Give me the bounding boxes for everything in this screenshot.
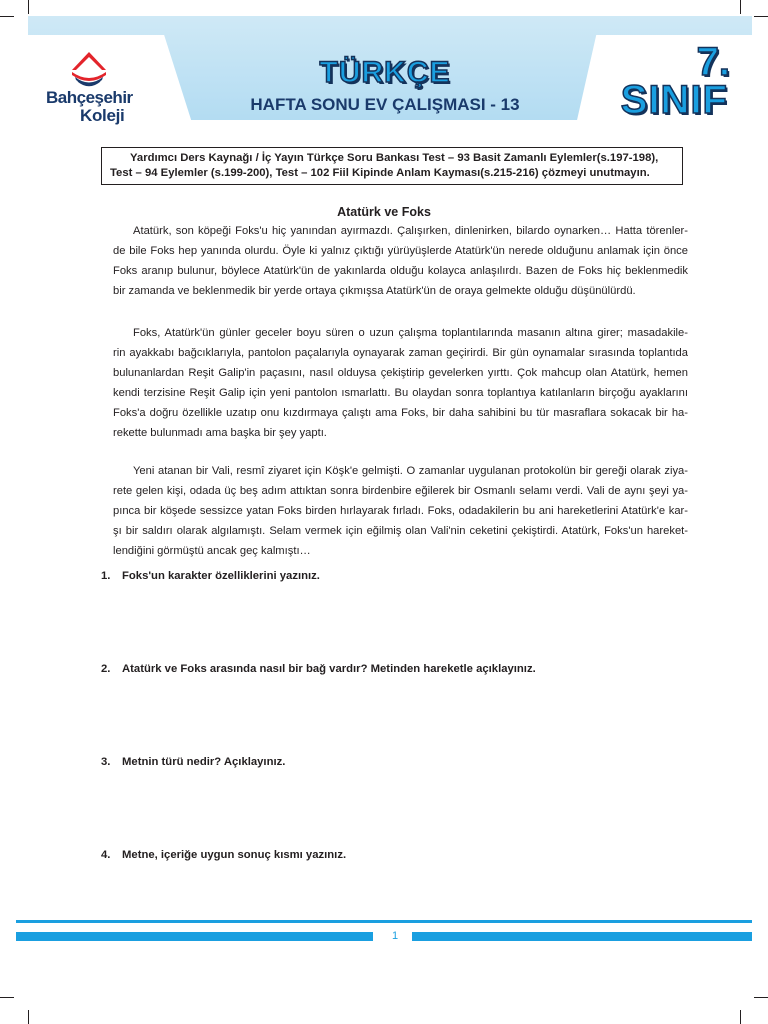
paragraph-line: de bile Foks hep yanında olurdu. Öyle ki yalnız çıktığı yürüyüşlerde Atatürk'ün nerede olduğunu anlamak için önce — [113, 245, 688, 257]
paragraph-line: Foks'a doğru özellikle uzatıp onu kızdırmaya çalıştı ama Foks, bir daha sahibini bu tür masraflara sokacak bir ha- — [113, 407, 688, 419]
paragraph-line: rete gelen kişi, odada üç beş adım attıktan sonra birdenbire eğilerek bir Osmanlı selamı verdi. Vali de aynı şeyi ya- — [113, 485, 688, 497]
notice-line: Test – 94 Eylemler (s.199-200), Test – 102 Fiil Kipinde Anlam Kayması(s.215-216) çözmeyi unutmayın. — [110, 167, 650, 179]
question-3 — [101, 756, 691, 768]
paragraph-line: Yeni atanan bir Vali, resmî ziyaret için Köşk'e gelmişti. O zamanlar uygulanan protokolün bir gereği olarak ziya- — [133, 465, 688, 477]
reading-paragraph — [113, 221, 688, 301]
crop-mark — [0, 16, 14, 17]
question-number: 2. — [101, 663, 111, 675]
paragraph-line: rekette bulunmadı ama başka bir şey yaptı. — [113, 427, 327, 439]
question-text: Metnin türü nedir? Açıklayınız. — [122, 756, 286, 768]
paragraph-line: bir zamanda ve beklenmedik bir yerde ortaya çıkmışsa Atatürk'ün de oraya gelmekte olduğu düşünülürdü. — [113, 285, 636, 297]
paragraph-line: rin ayakkabı bağcıklarıyla, pantolon paçalarıyla oynayarak zaman geçirirdi. Bir gün oynamalar sırasında toplantıda — [113, 347, 688, 359]
grade-number: 7. — [696, 40, 730, 84]
footer-bar-left — [16, 932, 373, 941]
grade-label: SINIF — [620, 78, 728, 122]
paragraph-line: Foks aranıp bulunur, böylece Atatürk'ün de yakınlarda olduğu kolayca anlaşılırdı. Bazen de Foks hiç beklenmedik — [113, 265, 688, 277]
subject-title: TÜRKÇE — [319, 56, 451, 89]
question-text: Foks'un karakter özelliklerini yazınız. — [122, 570, 320, 582]
school-logo-icon — [66, 50, 112, 90]
question-text: Metne, içeriğe uygun sonuç kısmı yazınız. — [122, 849, 347, 861]
question-1 — [101, 570, 691, 582]
brand-name-line2: Koleji — [80, 106, 125, 125]
crop-mark — [28, 1010, 29, 1024]
crop-mark — [740, 0, 741, 14]
reading-title: Atatürk ve Foks — [337, 205, 431, 219]
crop-mark — [754, 997, 768, 998]
question-number: 4. — [101, 849, 111, 861]
worksheet-title: HAFTA SONU EV ÇALIŞMASI - 13 — [250, 95, 520, 114]
reading-paragraph — [113, 323, 688, 443]
brand-name: Bahçeşehir — [46, 88, 133, 107]
crop-mark — [28, 0, 29, 14]
notice-line: Yardımcı Ders Kaynağı / İç Yayın Türkçe Soru Bankası Test – 93 Basit Zamanlı Eylemler(s.197-198), — [130, 152, 659, 164]
question-2 — [101, 663, 691, 675]
paragraph-line: kendi terzisine Reşit Galip için yeni pantolon ısmarlattı. Bu olaydan sonra toplantıya katılanların birçoğu ayaklarını — [113, 387, 688, 399]
reading-paragraph — [113, 461, 688, 561]
question-text: Atatürk ve Foks arasında nasıl bir bağ vardır? Metinden hareketle açıklayınız. — [122, 663, 536, 675]
question-number: 1. — [101, 570, 111, 582]
crop-mark — [754, 16, 768, 17]
paragraph-line: pınca bir köşede sessizce yatan Foks birden hırlayarak fırladı. Foks, odadakilerin bu ani hareketlerini Atatürk'e kar- — [113, 505, 688, 517]
paragraph-line: lendiğini görmüştü ancak geç kalmıştı… — [113, 545, 311, 557]
homework-notice — [101, 147, 683, 185]
crop-mark — [0, 997, 14, 998]
footer-stripe — [16, 920, 752, 923]
paragraph-line: Atatürk, son köpeği Foks'u hiç yanından ayırmazdı. Çalışırken, dinlenirken, bilardo oynarken… Hatta törenler- — [133, 225, 688, 237]
paragraph-line: Foks, Atatürk'ün günler geceler boyu süren o uzun çalışma toplantılarında masanın altına girer; masadakile- — [133, 327, 688, 339]
paragraph-line: bulunanlardan Reşit Galip'in paçasını, nasıl olduysa çekiştirip gevelerken yırttı. Çok mahcup olan Atatürk, hemen — [113, 367, 688, 379]
question-number: 3. — [101, 756, 111, 768]
footer-bar-right — [412, 932, 752, 941]
page-number: 1 — [391, 930, 399, 942]
question-4 — [101, 849, 691, 861]
crop-mark — [740, 1010, 741, 1024]
paragraph-line: şı bir saldırı olarak algılamıştı. Selam vermek için eğilmiş olan Vali'nin ceketini çekiştirdi. Atatürk, Foks'un hareket- — [113, 525, 688, 537]
